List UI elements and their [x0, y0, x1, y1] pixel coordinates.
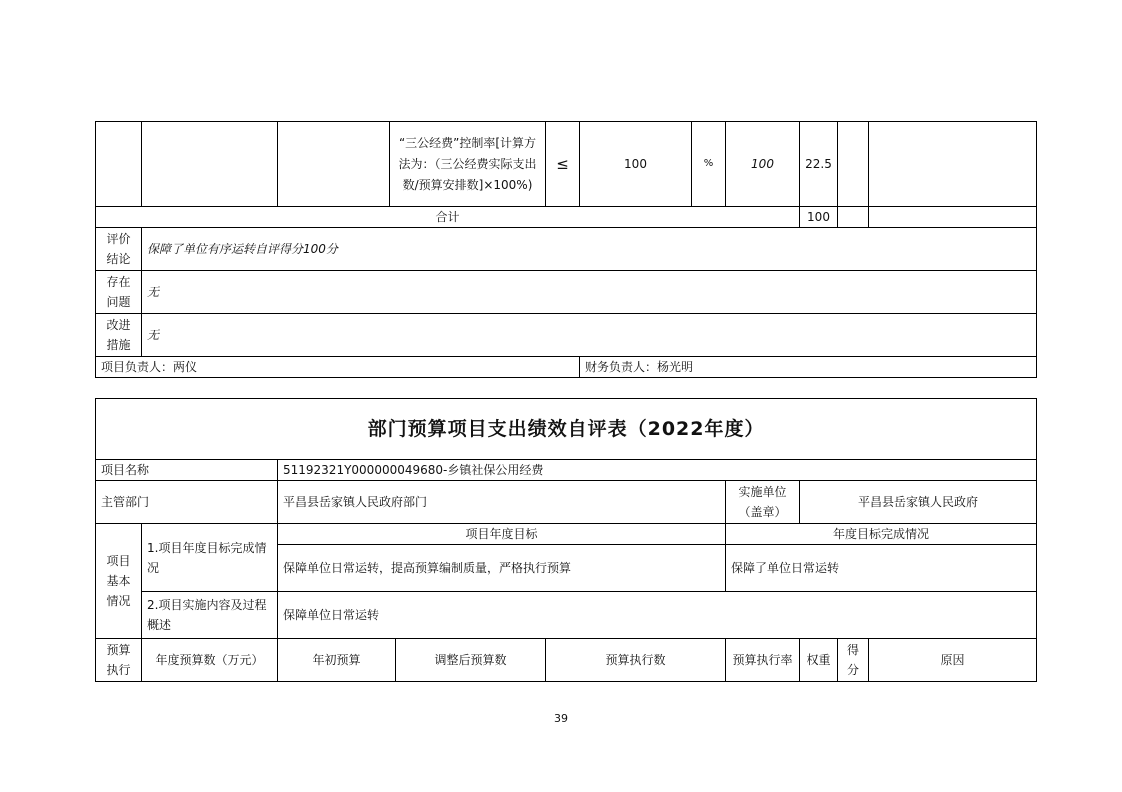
impl-label: 实施单位（盖章） [726, 481, 800, 524]
department-row [96, 481, 1037, 524]
budget-header-row [96, 639, 1037, 682]
score-header: 得分 [838, 639, 869, 682]
initial-budget: 年初预算 [278, 639, 396, 682]
actual-value: 100 [726, 122, 800, 207]
indicator-name: “三公经费”控制率[计算方法为：（三公经费实际支出数/预算安排数]×100%) [390, 122, 546, 207]
basic-label: 项目基本情况 [96, 524, 142, 639]
total-row [96, 207, 1037, 228]
problem-row [96, 271, 1037, 314]
weight-header: 权重 [800, 639, 838, 682]
goal-header: 项目年度目标 [278, 524, 726, 545]
project-name: 51192321Y000000049680-乡镇社保公用经费 [278, 460, 1037, 481]
project-name-row [96, 460, 1037, 481]
empty-cell [142, 122, 278, 207]
goal-text: 保障单位日常运转，提高预算编制质量，严格执行预算 [278, 545, 726, 592]
finance-lead: 财务负责人：杨光明 [580, 357, 1037, 378]
improve-row [96, 314, 1037, 357]
project-name-label: 项目名称 [96, 460, 278, 481]
target-value: 100 [580, 122, 692, 207]
content-row [96, 592, 1037, 639]
improve-label: 改进措施 [96, 314, 142, 357]
table-title: 部门预算项目支出绩效自评表（2022年度） [96, 399, 1037, 460]
evaluation-table-continued [95, 121, 1037, 378]
problem-text: 无 [142, 271, 1037, 314]
project-lead: 项目负责人：两仪 [96, 357, 580, 378]
deviation-cell [869, 122, 1037, 207]
content-label: 2.项目实施内容及过程概述 [142, 592, 278, 639]
improve-text: 无 [142, 314, 1037, 357]
operator: ≤ [546, 122, 580, 207]
signature-row [96, 357, 1037, 378]
score-cell [838, 122, 869, 207]
empty-cell [278, 122, 390, 207]
adjusted-budget: 调整后预算数 [396, 639, 546, 682]
total-weight: 100 [800, 207, 838, 228]
content-text: 保障单位日常运转 [278, 592, 1037, 639]
total-label: 合计 [96, 207, 800, 228]
unit: % [692, 122, 726, 207]
exec-rate: 预算执行率 [726, 639, 800, 682]
conclusion-label: 评价结论 [96, 228, 142, 271]
empty-cell [96, 122, 142, 207]
page-number: 39 [554, 712, 568, 725]
dept-label: 主管部门 [96, 481, 278, 524]
problem-label: 存在问题 [96, 271, 142, 314]
goal-label: 1.项目年度目标完成情况 [142, 524, 278, 592]
completion-header: 年度目标完成情况 [726, 524, 1037, 545]
indicator-row [96, 122, 1037, 207]
dept: 平昌县岳家镇人民政府部门 [278, 481, 726, 524]
weight: 22.5 [800, 122, 838, 207]
executed: 预算执行数 [546, 639, 726, 682]
total-score-cell [838, 207, 869, 228]
completion-text: 保障了单位日常运转 [726, 545, 1037, 592]
conclusion-row [96, 228, 1037, 271]
conclusion-text: 保障了单位有序运转自评得分100分 [142, 228, 1037, 271]
exec-label: 预算执行 [96, 639, 142, 682]
total-note-cell [869, 207, 1037, 228]
impl: 平昌县岳家镇人民政府 [800, 481, 1037, 524]
reason-header: 原因 [869, 639, 1037, 682]
performance-self-evaluation-table [95, 398, 1037, 682]
title-row [96, 399, 1037, 460]
goal-header-row [96, 524, 1037, 545]
budget-label: 年度预算数（万元） [142, 639, 278, 682]
